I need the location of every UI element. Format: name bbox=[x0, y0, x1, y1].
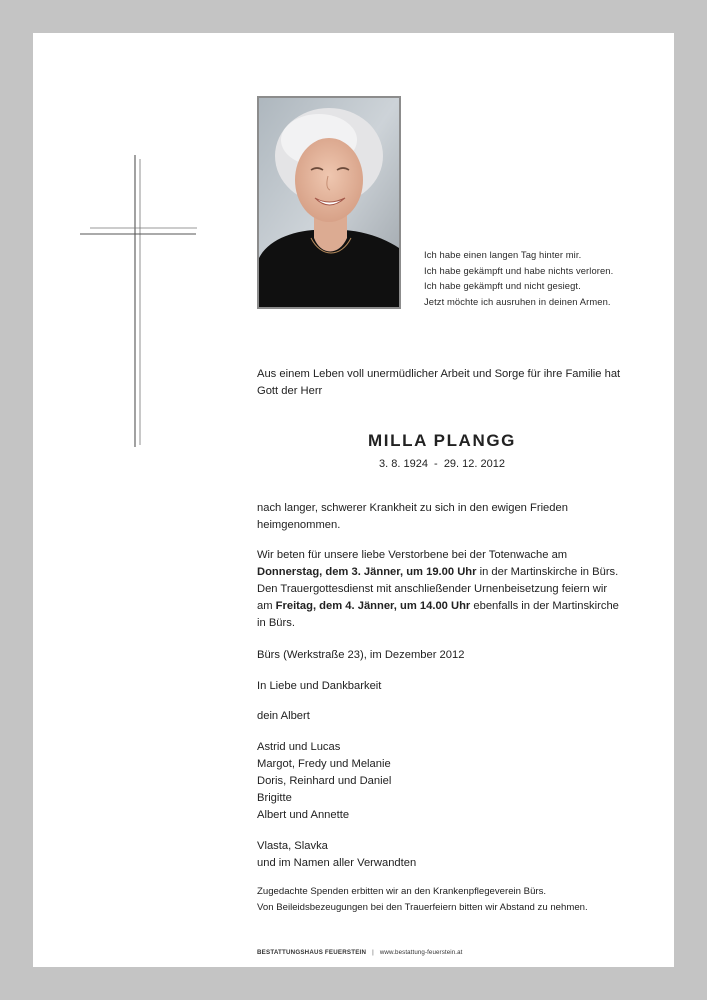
poem-line: Jetzt möchte ich ausruhen in deinen Armen. bbox=[424, 295, 611, 307]
spouse-signature: dein Albert bbox=[257, 710, 310, 722]
funeral-location: ebenfalls in der Martinskirche bbox=[470, 600, 619, 612]
relative-line: und im Namen aller Verwandten bbox=[257, 857, 417, 869]
passing-line: heimgenommen. bbox=[257, 519, 341, 531]
family-member: Brigitte bbox=[257, 792, 292, 804]
funeral-home-name: BESTATTUNGSHAUS FEUERSTEIN bbox=[257, 949, 367, 956]
closing-phrase: In Liebe und Dankbarkeit bbox=[257, 680, 382, 692]
notes bbox=[257, 884, 637, 916]
service-line: Den Trauergottesdienst mit anschließender Urnenbeisetzung feiern wir bbox=[257, 583, 608, 595]
passing-text bbox=[257, 500, 635, 534]
passing-line: nach langer, schwerer Krankheit zu sich in den ewigen Frieden bbox=[257, 502, 568, 514]
funeral-datetime: Freitag, dem 4. Jänner, um 14.00 Uhr bbox=[275, 600, 471, 612]
footer-separator: | bbox=[372, 949, 374, 956]
service-info bbox=[257, 547, 635, 632]
vigil-datetime: Donnerstag, dem 3. Jänner, um 19.00 Uhr bbox=[257, 566, 477, 578]
relatives-list bbox=[257, 838, 635, 872]
footer bbox=[257, 949, 462, 956]
place-date: Bürs (Werkstraße 23), im Dezember 2012 bbox=[257, 649, 465, 661]
service-line bbox=[257, 564, 635, 581]
family-member: Margot, Fredy und Melanie bbox=[257, 758, 391, 770]
family-member: Doris, Reinhard und Daniel bbox=[257, 775, 392, 787]
website-link[interactable]: www.bestattung-feuerstein.at bbox=[379, 949, 463, 956]
vigil-location: in der Martinskirche in Bürs. bbox=[476, 566, 619, 578]
portrait-photo bbox=[257, 96, 401, 309]
poem bbox=[424, 247, 613, 309]
service-line: in Bürs. bbox=[257, 617, 295, 629]
service-line bbox=[257, 598, 635, 615]
poem-line: Ich habe gekämpft und habe nichts verloren. bbox=[424, 264, 614, 276]
intro-line: Gott der Herr bbox=[257, 385, 323, 397]
deceased-name: MILLA PLANGG bbox=[368, 431, 516, 450]
service-line: Wir beten für unsere liebe Verstorbene bei der Totenwache am bbox=[257, 549, 568, 561]
family-member: Astrid und Lucas bbox=[257, 741, 341, 753]
family-list bbox=[257, 739, 635, 824]
family-member: Albert und Annette bbox=[257, 809, 350, 821]
portrait-image bbox=[259, 98, 399, 307]
note-line: Von Beileidsbezeugungen bei den Trauerfeiern bitten wir Abstand zu nehmen. bbox=[257, 902, 588, 913]
cross-icon bbox=[80, 155, 198, 447]
intro-line: Aus einem Leben voll unermüdlicher Arbeit und Sorge für ihre Familie hat bbox=[257, 368, 621, 380]
life-dates: 3. 8. 1924 - 29. 12. 2012 bbox=[379, 458, 505, 470]
poem-line: Ich habe gekämpft und nicht gesiegt. bbox=[424, 280, 581, 292]
relative-line: Vlasta, Slavka bbox=[257, 840, 328, 852]
intro-text bbox=[257, 366, 635, 400]
service-prefix: am bbox=[257, 600, 276, 612]
note-line: Zugedachte Spenden erbitten wir an den Krankenpflegeverein Bürs. bbox=[257, 886, 547, 897]
poem-line: Ich habe einen langen Tag hinter mir. bbox=[424, 249, 582, 260]
